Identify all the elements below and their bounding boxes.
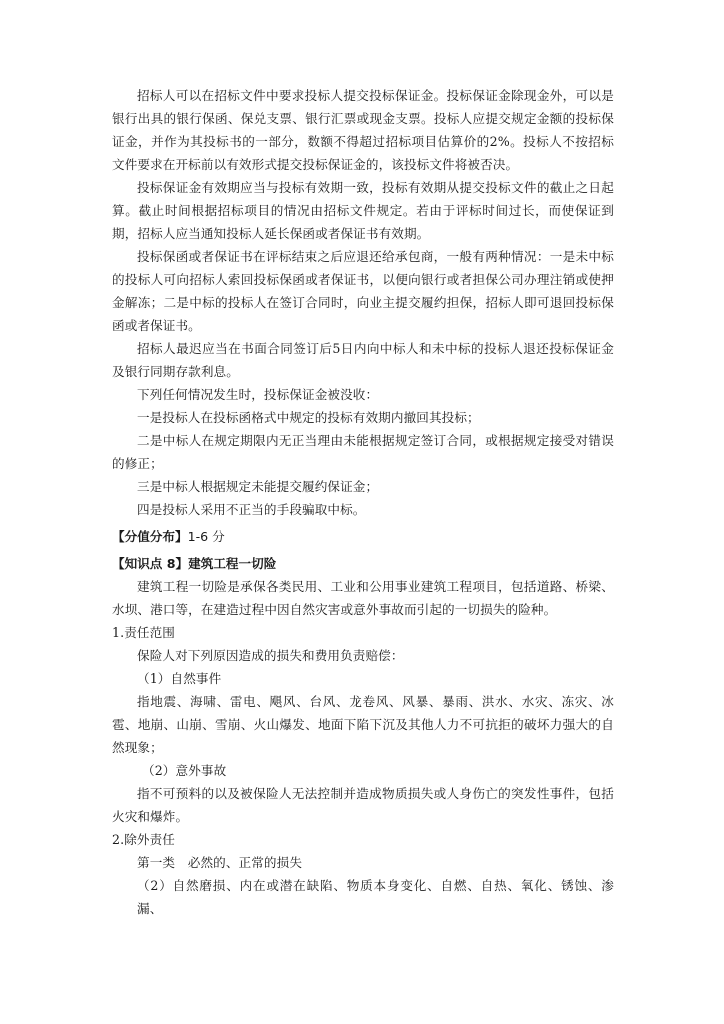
paragraph-insurance-definition: 建筑工程一切险是承保各类民用、工业和公用事业建筑工程项目，包括道路、桥梁、水坝、港口等，在建造过程中因自然灾害或意外事故而引起的一切损失的险种。 xyxy=(112,579,614,617)
score-distribution-heading xyxy=(112,525,614,548)
paragraph-forfeit-case-1: 一是投标人在投标函格式中规定的投标有效期内撤回其投标； xyxy=(137,410,480,425)
paragraph-forfeit-intro: 下列任何情况发生时，投标保证金被没收： xyxy=(137,387,379,402)
score-label: 【分值分布】 xyxy=(112,529,188,544)
score-value: 1-6 分 xyxy=(187,529,225,544)
paragraph-natural-events: 指地震、海啸、雷电、飓风、台风、龙卷风、风暴、暴雨、洪水、水灾、冻灾、冰雹、地崩、山崩、雪崩、火山爆发、地面下陷下沉及其他人力不可抗拒的破坏力强大的自然现象； xyxy=(112,694,614,755)
subsection-accidents: （2）意外事故 xyxy=(142,763,227,778)
section-title-exclusions: 2.除外责任 xyxy=(112,832,175,847)
paragraph-accidents: 指不可预料的以及被保险人无法控制并造成物质损失或人身伤亡的突发性事件，包括火灾和爆炸。 xyxy=(112,786,614,824)
paragraph-forfeit-case-3: 三是中标人根据规定未能提交履约保证金； xyxy=(137,479,379,494)
subsection-natural-events: （1）自然事件 xyxy=(137,671,222,686)
paragraph-forfeit-case-4: 四是投标人采用不正当的手段骗取中标。 xyxy=(137,502,366,517)
knowledge-label: 【知识点 8】 xyxy=(112,556,189,571)
section-title-liability-scope: 1.责任范围 xyxy=(112,625,175,640)
paragraph-bid-bond-return: 投标保函或者保证书在评标结束之后应退还给承包商，一般有两种情况：一是未中标的投标人可向招标人索回投标保函或者保证书，以便向银行或者担保公司办理注销或使押金解冻；二是中标的投标人在签订合同时，向业主提交履约担保，招标人即可退回投标保函或者保证书。 xyxy=(112,249,614,333)
exclusion-item-2: （2）自然磨损、内在或潜在缺陷、物质本身变化、自燃、自热、氧化、锈蚀、渗漏、 xyxy=(137,878,614,916)
paragraph-return-deadline: 招标人最迟应当在书面合同签订后5日内向中标人和未中标的投标人退还投标保证金及银行同期存款利息。 xyxy=(112,341,614,379)
knowledge-title: 建筑工程一切险 xyxy=(188,556,277,571)
knowledge-point-heading xyxy=(112,552,614,575)
exclusion-class-1: 第一类 必然的、正常的损失 xyxy=(137,855,303,870)
paragraph-bid-bond-requirement: 招标人可以在招标文件中要求投标人提交投标保证金。投标保证金除现金外，可以是银行出具的银行保函、保兑支票、银行汇票或现金支票。投标人应提交规定金额的投标保证金，并作为其投标书的一部分，数额不得超过招标项目估算价的2%。投标人不按招标文件要求在开标前以有效形式提交投标保证金的，该投标文件将被否决。 xyxy=(112,88,614,172)
document-page xyxy=(112,84,614,920)
paragraph-bid-bond-validity: 投标保证金有效期应当与投标有效期一致，投标有效期从提交投标文件的截止之日起算。截止时间根据招标项目的情况由招标文件规定。若由于评标时间过长，而使保证到期，招标人应当通知投标人延长保函或者保证书有效期。 xyxy=(112,180,614,241)
paragraph-forfeit-case-2: 二是中标人在规定期限内无正当理由未能根据规定签订合同，或根据规定接受对错误的修正； xyxy=(112,433,614,471)
paragraph-liability-intro: 保险人对下列原因造成的损失和费用负责赔偿： xyxy=(137,648,404,663)
